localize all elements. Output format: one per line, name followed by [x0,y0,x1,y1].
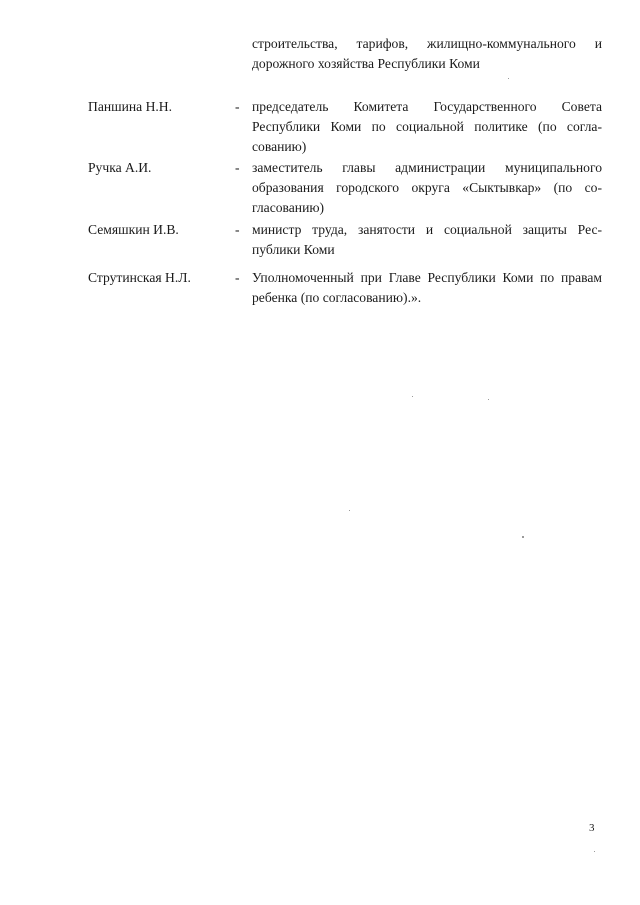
scan-speck [412,396,413,397]
member-name: Ручка А.И. [88,160,152,175]
continuation-paragraph: строительства, тарифов, жилищно-коммунального и дорожного хозяйства Республики Коми [252,36,602,71]
page-number: 3 [589,822,595,834]
member-name: Семяшкин И.В. [88,222,179,237]
scan-speck [508,78,509,79]
scan-speck [522,536,524,538]
member-role: председатель Комитета Государственного Совета Республики Коми по социальной политике (по согла-сованию) [252,99,602,154]
member-name: Паншина Н.Н. [88,99,173,114]
member-name: Струтинская Н.Л. [88,270,191,285]
member-role: Уполномоченный при Главе Республики Коми по правам ребенка (по согласованию).». [252,270,602,305]
member-dash: - [235,222,240,237]
member-role: министр труда, занятости и социальной защиты Рес-публики Коми [252,222,602,257]
member-dash: - [235,270,240,285]
scan-speck [594,851,595,852]
scan-speck [349,510,350,511]
member-role: заместитель главы администрации муниципального образования городского округа «Сыктывкар» (по со-гласованию) [252,160,602,215]
member-dash: - [235,160,240,175]
scan-speck [488,399,489,400]
member-dash: - [235,99,240,114]
